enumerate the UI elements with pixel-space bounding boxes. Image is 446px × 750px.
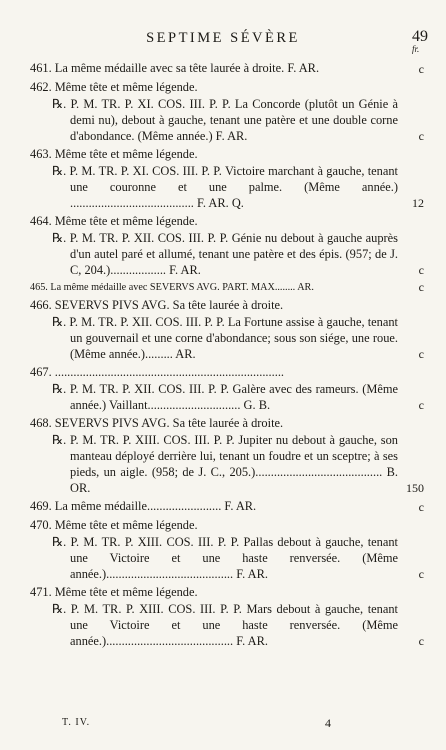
reverse-description: ℞. P. M. TR. P. XIII. COS. III. P. P. Pallas debout à gauche, tenant une Victoire et une haste renversée. (Même année.)......................................... F. AR. <box>52 535 398 581</box>
entry-text: 468. SEVERVS PIVS AVG. Sa tête laurée à droite. <box>30 416 284 430</box>
signature-mark: 4 <box>325 716 331 730</box>
entry-text: 462. Même tête et même légende. <box>30 80 198 94</box>
rarity-mark: c <box>418 280 424 294</box>
reverse-description: ℞. P. M. TR. P. XII. COS. III. P. P. La Fortune assise à gauche, tenant un gouvernail et une corne d'abondance; sous son siége, une roue. (Même année.)......... AR. <box>52 315 398 361</box>
rarity-mark: c <box>418 347 424 361</box>
entry-464-reverse <box>30 230 424 278</box>
entry-466-heading <box>30 297 398 314</box>
entry-468-reverse <box>30 432 424 496</box>
entry-list <box>0 60 446 649</box>
entry-text: 461. La même médaille avec sa tête laurée à droite. F. AR. <box>30 61 320 75</box>
rarity-mark: c <box>418 398 424 412</box>
entry-text: 464. Même tête et même légende. <box>30 214 198 228</box>
entry-465 <box>30 280 424 295</box>
entry-466-reverse <box>30 314 424 362</box>
rarity-mark: c <box>418 634 424 648</box>
entry-463-reverse <box>30 163 424 211</box>
reverse-description: ℞. P. M. TR. P. XI. COS. III. P. P. Victoire marchant à gauche, tenant une couronne et une palme. (Même année.) ........................................ F. AR. Q. <box>52 164 398 210</box>
rarity-mark: 12 <box>412 196 424 210</box>
entry-462-reverse <box>30 96 424 144</box>
entry-text: 467. .......................................................................... <box>30 365 285 379</box>
entry-470-reverse <box>30 534 424 582</box>
entry-471-reverse <box>30 601 424 649</box>
entry-470-heading <box>30 517 398 534</box>
entry-462-heading <box>30 79 398 96</box>
reverse-description: ℞. P. M. TR. P. XII. COS. III. P. P. Génie nu debout à gauche auprès d'un autel paré et allumé, tenant une patère et des épis. (957; de J. C, 204.).................. F. AR. <box>52 231 398 277</box>
volume-mark: T. IV. <box>62 717 91 728</box>
entry-464-heading <box>30 213 398 230</box>
entry-text: 470. Même tête et même légende. <box>30 518 198 532</box>
entry-text: 471. Même tête et même légende. <box>30 585 198 599</box>
rarity-mark: c <box>418 129 424 143</box>
rarity-mark: c <box>418 500 424 514</box>
rarity-mark: c <box>418 567 424 581</box>
entry-463-heading <box>30 146 398 163</box>
page-number: 49 <box>412 28 428 45</box>
entry-467-reverse <box>30 381 424 413</box>
entry-467-heading <box>30 364 398 381</box>
entry-text: 465. La même médaille avec SEVERVS AVG. PART. MAX........ AR. <box>30 282 314 293</box>
reverse-description: ℞. P. M. TR. P. XIII. COS. III. P. P. Jupiter nu debout à gauche, son manteau déployé derrière lui, tenant un foudre et un sceptre; à ses pieds, un aigle. (958; de J. C., 205.)......................................... B. OR. <box>52 433 398 495</box>
reverse-description: ℞. P. M. TR. P. XIII. COS. III. P. P. Mars debout à gauche, tenant une Victoire et une haste renversée. (Même année.)......................................... F. AR. <box>52 602 398 648</box>
rarity-mark: c <box>418 263 424 277</box>
running-title: SEPTIME SÉVÈRE <box>146 30 300 46</box>
entry-text: 469. La même médaille........................ F. AR. <box>30 499 257 513</box>
entry-469 <box>30 498 424 515</box>
reverse-description: ℞. P. M. TR. P. XI. COS. III. P. P. La Concorde (plutôt un Génie à demi nu), debout à gauche, tenant une patère et une double corne d'abondance. (Même année.) F. AR. <box>52 97 398 143</box>
entry-471-heading <box>30 584 398 601</box>
entry-text: 466. SEVERVS PIVS AVG. Sa tête laurée à droite. <box>30 298 284 312</box>
rarity-mark: 150 <box>406 481 424 495</box>
entry-text: 463. Même tête et même légende. <box>30 147 198 161</box>
reverse-description: ℞. P. M. TR. P. XII. COS. III. P. P. Galère avec des rameurs. (Même année.) Vaillant.............................. G. B. <box>52 382 398 412</box>
column-label: fr. <box>412 44 420 54</box>
entry-461 <box>30 60 424 77</box>
entry-468-heading <box>30 415 398 432</box>
rarity-mark: c <box>418 62 424 76</box>
